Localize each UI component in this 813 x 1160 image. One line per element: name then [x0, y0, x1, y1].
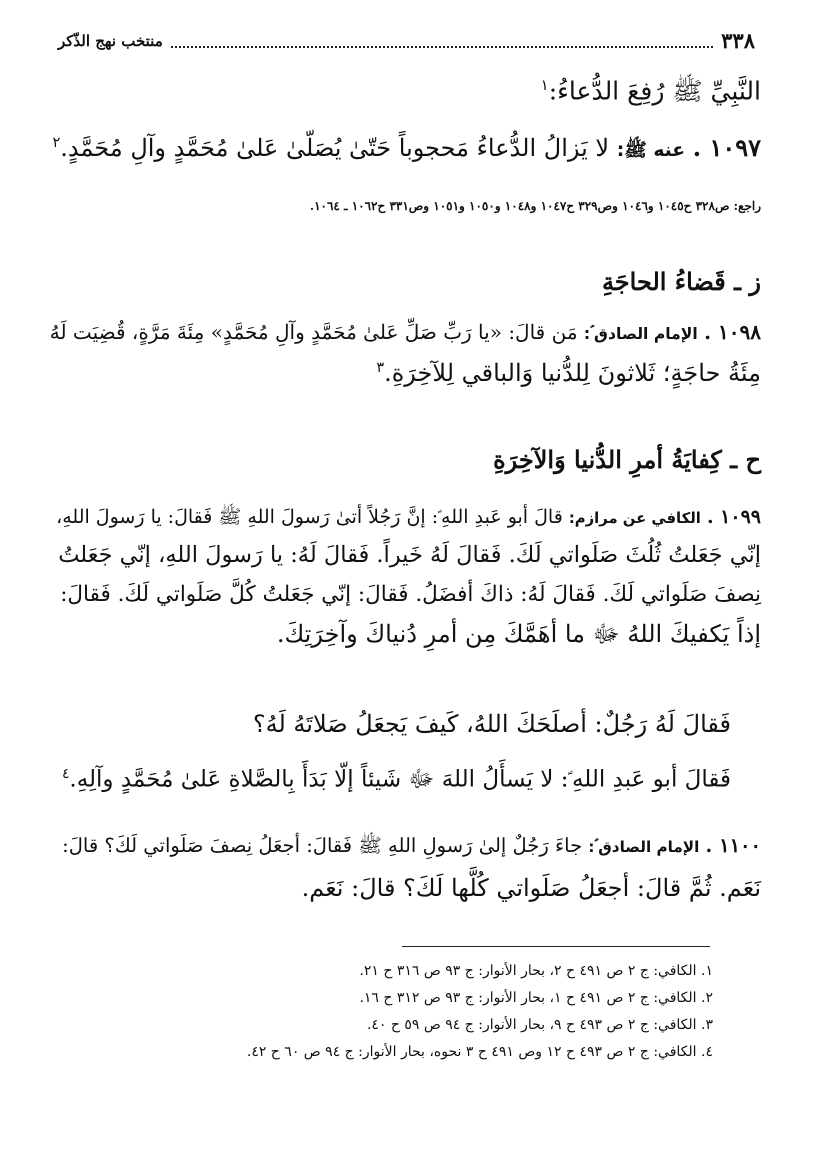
section-heading-h: [48, 445, 761, 474]
footnote-ref-1: ١: [540, 76, 549, 94]
hadith-1099-answer: [48, 768, 761, 792]
footnote-separator: [402, 946, 710, 947]
hadith-line: نِصفَ صَلَواتي لَكَ. فَقالَ لَهُ: ذاكَ أفضَلُ. فَقالَ: إنّي جَعَلتُ كُلَّ صَلَواتي لَكَ. فَقالَ:: [60, 581, 761, 607]
footnote-ref-3: ٣: [376, 359, 385, 376]
footnote-ref-2: ٢: [52, 135, 61, 151]
hadith-line: نَعَم. ثُمَّ قالَ: أجعَلُ صَلَواتي كُلَّها لَكَ؟ قالَ: نَعَم.: [301, 873, 761, 902]
hadith-number: ١٠٩٨ .: [704, 320, 761, 344]
page-number: ٣٣٨: [721, 28, 755, 53]
answer-text: فَقالَ أبو عَبدِ اللهِ ؑ: لا يَسأَلُ اللهَ ﷻ شَيئاً إلّا بَدَأَ بِالصَّلاةِ عَلىٰ مُحَمَّدٍ وآلِهِ.: [69, 766, 731, 793]
hadith-line: مِئَةُ حاجَةٍ؛ ثَلاثونَ لِلدُّنيا وَالباقي لِلآخِرَةِ.: [384, 358, 761, 387]
running-header: [58, 28, 755, 53]
section-heading-z-text: ز ـ قَضاءُ الحاجَةِ: [601, 267, 761, 296]
intro-line: [48, 76, 761, 106]
reference-note-text: راجع: ص٣٢٨ ح١٠٤٥ و١٠٤٦ وص٣٢٩ ح١٠٤٧ و١٠٤٨ و١٠٥٠ و١٠٥١ وص٣٣١ ح١٠٦٢ ـ ١٠٦٤.: [309, 199, 761, 213]
footnotes: [58, 964, 713, 1072]
book-title: منتخب نهج الذّكر: [58, 31, 163, 50]
hadith-number: ١٠٩٧ .: [692, 133, 761, 162]
hadith-1098: [48, 322, 761, 385]
footnote-3: ٣. الكافي: ج ٢ ص ٤٩٣ ح ٩، بحار الأنوار: ج ٩٤ ص ٥٩ ح ٤٠.: [366, 1017, 713, 1033]
section-heading-h-text: ح ـ كِفايَةُ أمرِ الدُّنيا وَالآخِرَةِ: [493, 445, 761, 474]
hadith-source: الإمام الصادق ؑ:: [583, 325, 698, 343]
hadith-line: إذاً يَكفيكَ اللهُ ﷻ ما أهَمَّكَ مِن أمرِ دُنياكَ وآخِرَتِكَ.: [276, 620, 761, 648]
hadith-line: إنّي جَعَلتُ ثُلُثَ صَلَواتي لَكَ. فَقالَ لَهُ خَيراً. فَقالَ لَهُ: يا رَسولَ اللهِ، إنّي جَعَلتُ: [58, 542, 761, 568]
question-text: فَقالَ لَهُ رَجُلٌ: أصلَحَكَ اللهُ، كَيفَ يَجعَلُ صَلاتَهُ لَهُ؟: [252, 710, 731, 738]
intro-text: النَّبِيِّ ﷺ رُفِعَ الدُّعاءُ:: [548, 76, 761, 106]
hadith-source: عنه ﷺ:: [616, 140, 686, 161]
hadith-1099: [48, 508, 761, 646]
footnote-2: ٢. الكافي: ج ٢ ص ٤٩١ ح ١، بحار الأنوار: ج ٩٣ ص ٣١٢ ح ١٦.: [359, 990, 713, 1006]
hadith-number: ١٠٩٩ .: [706, 506, 761, 528]
hadith-1100: [48, 836, 761, 900]
hadith-text: لا يَزالُ الدُّعاءُ مَحجوباً حَتّىٰ يُصَلّىٰ عَلىٰ مُحَمَّدٍ وآلِ مُحَمَّدٍ.: [60, 134, 610, 162]
hadith-source: الإمام الصادق ؑ:: [588, 838, 700, 856]
hadith-1099-question: [48, 712, 761, 736]
hadith-line: مَن قالَ: «يا رَبِّ صَلِّ عَلىٰ مُحَمَّدٍ وآلِ مُحَمَّدٍ» مِئَةَ مَرَّةٍ، قُضِيَت لَهُ: [49, 320, 578, 344]
hadith-source: الكافي عن مرازم:: [568, 510, 701, 527]
footnote-4: ٤. الكافي: ج ٢ ص ٤٩٣ ح ١٢ وص ٤٩١ ح ٣ نحوه، بحار الأنوار: ج ٩٤ ص ٦٠ ح ٤٢.: [246, 1044, 713, 1060]
footnote-ref-4: ٤: [61, 766, 70, 782]
hadith-number: ١١٠٠ .: [705, 834, 761, 857]
hadith-line: قالَ أبو عَبدِ اللهِ ؑ: إنَّ رَجُلاً أتىٰ رَسولَ اللهِ ﷺ فَقالَ: يا رَسولَ اللهِ،: [56, 506, 563, 528]
footnote-1: ١. الكافي: ج ٢ ص ٤٩١ ح ٢، بحار الأنوار: ج ٩٣ ص ٣١٦ ح ٢١.: [359, 963, 713, 979]
reference-note: [48, 200, 761, 212]
section-heading-z: [48, 267, 761, 296]
hadith-1097: [48, 133, 761, 162]
hadith-line: جاءَ رَجُلٌ إلىٰ رَسولِ اللهِ ﷺ فَقالَ: أجعَلُ نِصفَ صَلَواتي لَكَ؟ قالَ:: [62, 834, 583, 857]
header-dot-leader: [171, 46, 713, 48]
